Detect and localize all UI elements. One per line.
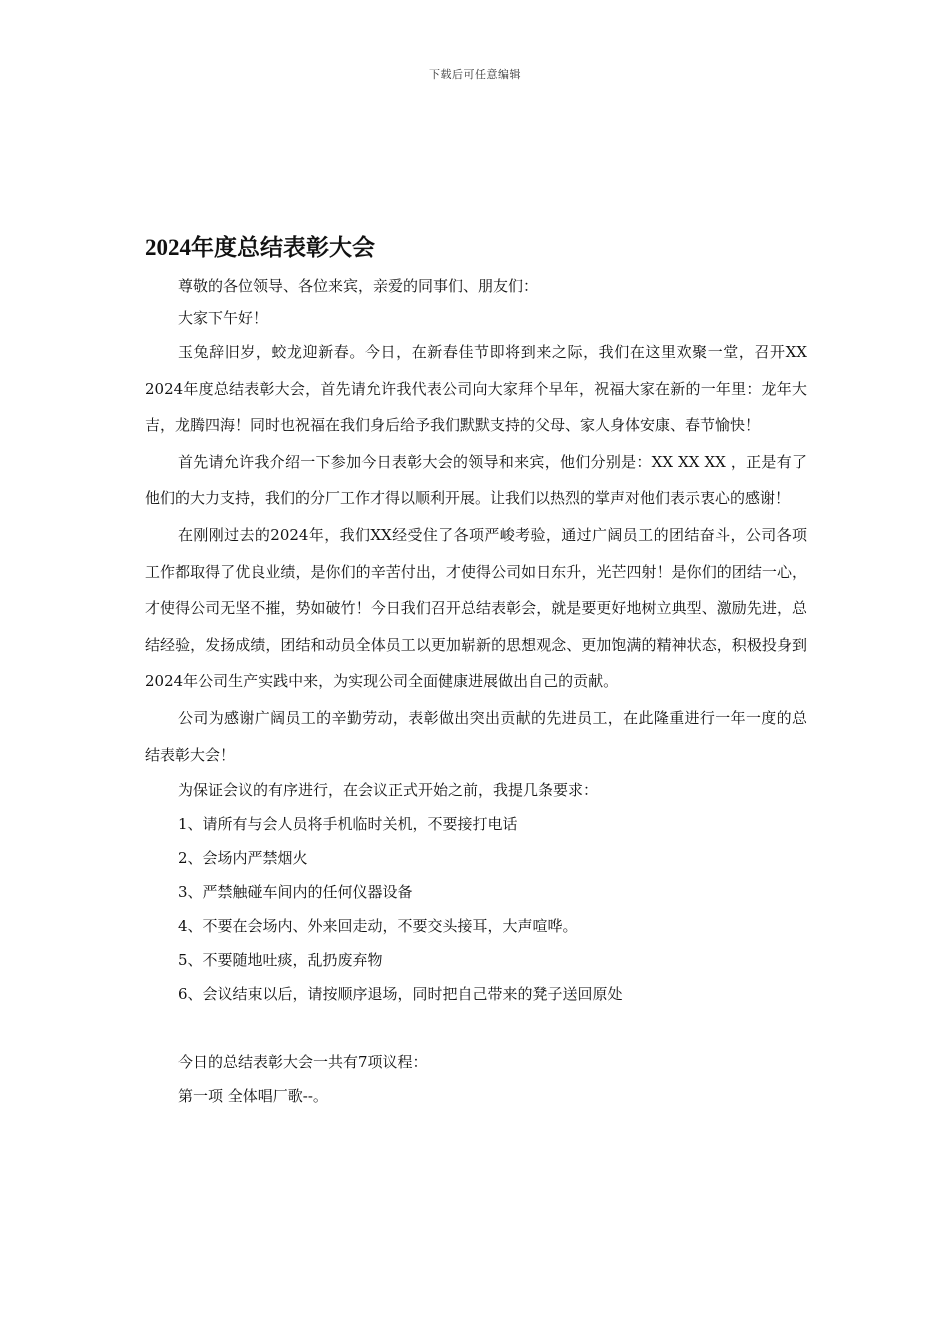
- rule-item: 5、不要随地吐痰，乱扔废弃物: [178, 951, 383, 970]
- rule-item: 2、会场内严禁烟火: [178, 849, 308, 868]
- rule-item: 4、不要在会场内、外来回走动，不要交头接耳，大声喧哗。: [178, 917, 578, 936]
- document-title: 2024年度总结表彰大会: [145, 235, 375, 260]
- greeting: 大家下午好！: [178, 309, 269, 327]
- page-header-note: 下载后可任意编辑: [429, 68, 521, 81]
- paragraph-guests: 首先请允许我介绍一下参加今日表彰大会的领导和来宾，他们分别是：XX XX XX ，正是有了他们的大力支持，我们的分厂工作才得以顺利开展。让我们以热烈的掌声对他们表示衷心的感谢！: [145, 452, 807, 508]
- rule-item: 3、严禁触碰车间内的任何仪器设备: [178, 883, 413, 902]
- rule-item: 1、请所有与会人员将手机临时关机，不要接打电话: [178, 815, 518, 834]
- paragraph-requirements-intro: 为保证会议的有序进行，在会议正式开始之前，我提几条要求：: [178, 781, 599, 800]
- blank-line: [145, 1011, 807, 1045]
- paragraph-commendation: 公司为感谢广阔员工的辛勤劳动，表彰做出突出贡献的先进员工，在此隆重进行一年一度的总结表彰大会！: [145, 708, 807, 764]
- paragraph-review: 在刚刚过去的2024年，我们XX经受住了各项严峻考验，通过广阔员工的团结奋斗，公司各项工作都取得了优良业绩，是你们的辛苦付出，才使得公司如日东升，光芒四射！是你们的团结一心，才使得公司无坚不摧，势如破竹！今日我们召开总结表彰会，就是要更好地树立典型、激励先进，总结经验，发扬成绩，团结和动员全体员工以更加崭新的思想观念、更加饱满的精神状态，积极投身到2024年公司生产实践中来，为实现公司全面健康进展做出自己的贡献。: [145, 525, 807, 691]
- agenda-intro: 今日的总结表彰大会一共有7项议程：: [178, 1053, 428, 1072]
- document-body: [145, 270, 807, 1113]
- rule-item: 6、会议结束以后，请按顺序退场，同时把自己带来的凳子送回原处: [178, 985, 623, 1004]
- salutation: 尊敬的各位领导、各位来宾，亲爱的同事们、朋友们：: [178, 277, 539, 295]
- paragraph-new-year: 玉兔辞旧岁，蛟龙迎新春。今日，在新春佳节即将到来之际，我们在这里欢聚一堂，召开XX 2024年度总结表彰大会，首先请允许我代表公司向大家拜个早年，祝福大家在新的一年里：龙年大吉，龙腾四海！同时也祝福在我们身后给予我们默默支持的父母、家人身体安康、春节愉快！: [145, 343, 807, 435]
- agenda-item: 第一项 全体唱厂歌--。: [178, 1087, 328, 1106]
